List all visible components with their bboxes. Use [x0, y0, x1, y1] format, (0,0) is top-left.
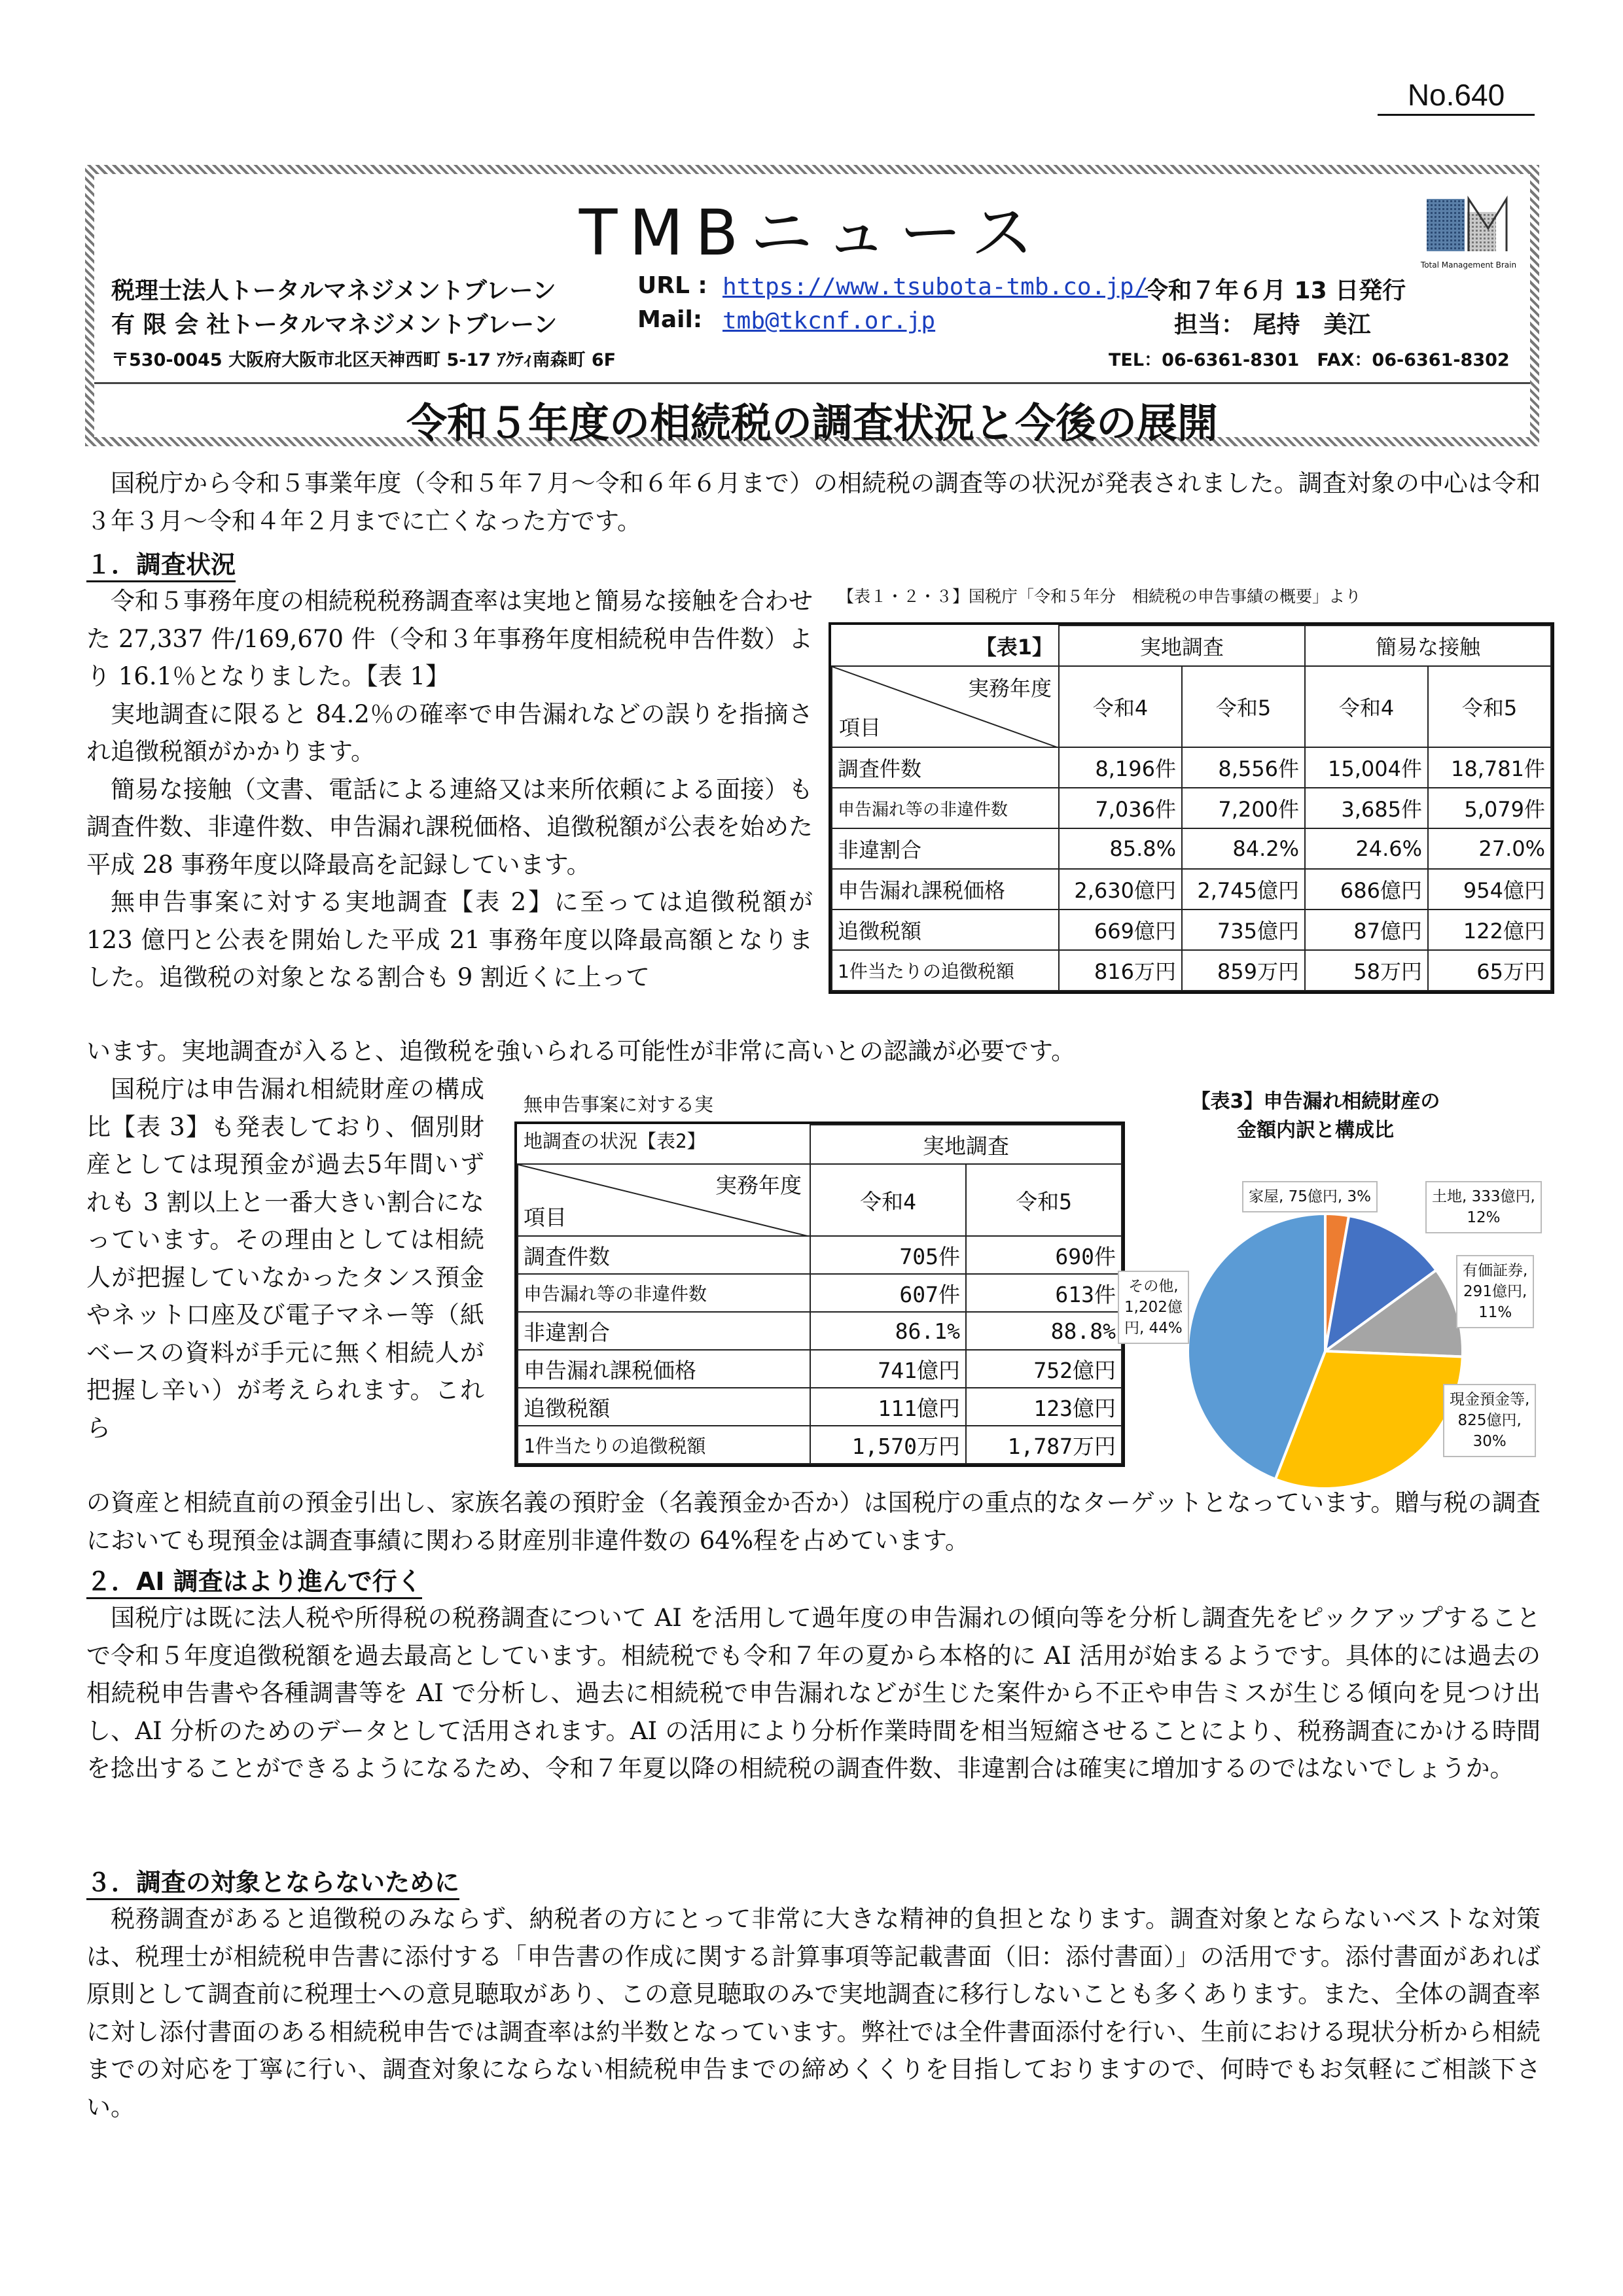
- pie-label-cash-line2: 825億円,: [1457, 1412, 1522, 1429]
- cell: 84.2%: [1182, 828, 1305, 869]
- row-label: 1件当たりの追徴税額: [832, 950, 1059, 991]
- cell: 7,036件: [1059, 788, 1182, 828]
- cell: 8,196件: [1059, 747, 1182, 788]
- section1-paragraph1: 令和５事務年度の相続税税務調査率は実地と簡易な接触を合わせた 27,337 件/169,670 件（令和３年事務年度相続税申告件数）より 16.1％となりました。【表 1】: [86, 587, 813, 690]
- cell: 705件: [810, 1236, 966, 1274]
- row-label: 申告漏れ課税価格: [518, 1350, 810, 1388]
- cell: 123億円: [966, 1388, 1122, 1426]
- pie-label-cash-line1: 現金預金等,: [1450, 1391, 1530, 1408]
- issue-date: 令和７年６月 13 日発行: [1145, 277, 1406, 304]
- cell: 15,004件: [1305, 747, 1428, 788]
- newsletter-header: [85, 165, 1539, 446]
- pie-label-other-line1: その他,: [1128, 1278, 1179, 1295]
- section3-heading: ３．調査の対象とならないために: [86, 1862, 459, 1900]
- logo-text: Total Management Brain: [1420, 260, 1517, 270]
- masthead: TMBニュース: [579, 196, 1046, 270]
- table1-year: 令和4: [1059, 666, 1182, 747]
- cell: 2,745億円: [1182, 869, 1305, 910]
- section1-paragraph5a: 国税庁は申告漏れ相続財産の構成比【表 3】も発表しており、個別財産としては現預金が過去5年間いずれも 3 割以上と一番大きい割合になっています。その理由としては相続人が把握していなかったタンス預金やネット口座及び電子マネー等（紙ベースの資料が手元に無く相続人が把握し辛い）が考えられます。これら: [86, 1075, 484, 1442]
- cell: 752億円: [966, 1350, 1122, 1388]
- cell: 86.1%: [810, 1312, 966, 1350]
- table-row: [518, 1350, 1122, 1388]
- cell: 8,556件: [1182, 747, 1305, 788]
- url-label: URL :: [637, 272, 707, 299]
- table2-corner-top: 実務年度: [715, 1173, 802, 1198]
- pie-label-other-line3: 円, 44%: [1124, 1320, 1183, 1337]
- table1-group1: 実地調査: [1059, 626, 1305, 666]
- table2: [517, 1124, 1122, 1464]
- pie-chart-title: [1152, 1087, 1479, 1145]
- row-label: 申告漏れ等の非違件数: [832, 788, 1059, 828]
- row-label: 非違割合: [518, 1312, 810, 1350]
- pie-label-securities: [1456, 1255, 1534, 1328]
- company-logo: [1420, 192, 1517, 277]
- row-label: 調査件数: [832, 747, 1059, 788]
- cell: 3,685件: [1305, 788, 1428, 828]
- table-row: [832, 747, 1551, 788]
- section1-heading: １．調査状況: [86, 544, 236, 582]
- cell: 859万円: [1182, 950, 1305, 991]
- cell: 18,781件: [1428, 747, 1551, 788]
- cell: 5,079件: [1428, 788, 1551, 828]
- table2-corner-bottom: 項目: [524, 1205, 567, 1230]
- section3-paragraph: 税務調査があると追徴税のみならず、納税者の方にとって非常に大きな精神的負担となります。調査対象とならないベストな対策は、税理士が相続税申告書に添付する「申告書の作成に関する計算事項等記載書面（旧：添付書面）」の活用です。添付書面があれば原則として調査前に税理士への意見聴取があり、この意見聴取のみで実地調査に移行しないことも多くあります。また、全体の調査率に対し添付書面のある相続税申告では調査率は約半数となっています。弊社では全件書面添付を行い、生前における現状分析から相続までの対応を丁寧に行い、調査対象にならない相続税申告までの締めくくりを目指しておりますので、何時でもお気軽にご相談下さい。: [86, 1905, 1541, 2121]
- table-row: [832, 869, 1551, 910]
- cell: 741億円: [810, 1350, 966, 1388]
- section1-column: [86, 582, 813, 997]
- section2-heading: ２．AI 調査はより進んで行く: [86, 1561, 422, 1599]
- pie-label-land-line2: 12%: [1467, 1209, 1501, 1226]
- cell: 690件: [966, 1236, 1122, 1274]
- table-row: [518, 1388, 1122, 1426]
- table1-corner-top: 実務年度: [967, 676, 1052, 701]
- table2-caption-line2: 地調査の状況【表2】: [524, 1130, 706, 1152]
- cell: 87億円: [1305, 910, 1428, 950]
- row-label: 追徴税額: [518, 1388, 810, 1426]
- website-link[interactable]: https://www.tsubota-tmb.co.jp/: [722, 274, 1149, 300]
- table-row: [518, 1274, 1122, 1312]
- cell: 58万円: [1305, 950, 1428, 991]
- cell: 88.8%: [966, 1312, 1122, 1350]
- cell: 686億円: [1305, 869, 1428, 910]
- table2-corner: [518, 1164, 810, 1236]
- intro-paragraph: 国税庁から令和５事業年度（令和５年７月～令和６年６月まで）の相続税の調査等の状況が発表されました。調査対象の中心は令和３年３月～令和４年２月までに亡くなった方です。: [86, 469, 1541, 535]
- row-label: 申告漏れ課税価格: [832, 869, 1059, 910]
- issue-number: No.640: [1378, 77, 1535, 116]
- cell: 65万円: [1428, 950, 1551, 991]
- article-title: 令和５年度の相続税の調査状況と今後の展開: [406, 399, 1218, 447]
- mail-label: Mail:: [637, 306, 703, 333]
- table-row: [832, 950, 1551, 991]
- table1-corner: [832, 666, 1059, 747]
- pie-title-line1: 【表3】申告漏れ相続財産の: [1190, 1090, 1440, 1113]
- cell: 111億円: [810, 1388, 966, 1426]
- row-label: 調査件数: [518, 1236, 810, 1274]
- cell: 607件: [810, 1274, 966, 1312]
- cell: 7,200件: [1182, 788, 1305, 828]
- title-row: [94, 382, 1530, 448]
- address: 〒530-0045 大阪府大阪市北区天神西町 5-17 ｱｸﾃｨ南森町 6F: [111, 350, 616, 370]
- section1-paragraph5b: の資産と相続直前の預金引出し、家族名義の預貯金（名義預金か否か）は国税庁の重点的なターゲットとなっています。贈与税の調査においても現預金は調査事績に関わる財産別非違件数の 64%程を占めています。: [86, 1489, 1541, 1555]
- table-row: [832, 828, 1551, 869]
- pie-label-land-line1: 土地, 333億円,: [1432, 1188, 1535, 1205]
- firm-name-1: 税理士法人トータルマネジメントブレーン: [111, 277, 556, 304]
- table1-caption: 【表１・２・３】国税庁「令和５年分 相続税の申告事績の概要」より: [838, 587, 1362, 606]
- mail-link[interactable]: tmb@tkcnf.or.jp: [722, 308, 936, 334]
- table-row: [518, 1312, 1122, 1350]
- table1-year: 令和4: [1305, 666, 1428, 747]
- cell: 2,630億円: [1059, 869, 1182, 910]
- pie-label-other-line2: 1,202億: [1124, 1299, 1183, 1316]
- cell: 1,570万円: [810, 1426, 966, 1464]
- section2-paragraph: 国税庁は既に法人税や所得税の税務調査について AI を活用して過年度の申告漏れの傾向等を分析し調査先をピックアップすることで令和５年度追徴税額を過去最高としています。相続税でも令和７年の夏から本格的に AI 活用が始まるようです。具体的には過去の相続税申告書や各種調書等を AI で分析し、過去に相続税で申告漏れなどが生じた案件から不正や申告ミスが生じる傾向を見つけ出し、AI 分析のためのデータとして活用されます。AI の活用により分析作業時間を相当短縮させることにより、税務調査にかける時間を捻出することができるようになるため、令和７年夏以降の相続税の調査件数、非違割合は確実に増加するのではないでしょうか。: [86, 1604, 1541, 1782]
- table1-label: 【表1】: [832, 626, 1059, 666]
- table2-caption-line1: 無申告事案に対する実: [524, 1093, 714, 1116]
- tel-fax: TEL：06-6361-8301 FAX：06-6361-8302: [1109, 350, 1510, 370]
- section1-paragraph2: 実地調査に限ると 84.2％の確率で申告漏れなどの誤りを指摘され追徴税額がかかります。: [86, 699, 813, 766]
- table1: [831, 625, 1552, 991]
- cell: 735億円: [1182, 910, 1305, 950]
- table1-year: 令和5: [1182, 666, 1305, 747]
- table-row: [518, 1236, 1122, 1274]
- cell: 122億円: [1428, 910, 1551, 950]
- cell: 669億円: [1059, 910, 1182, 950]
- row-label: 追徴税額: [832, 910, 1059, 950]
- cell: 816万円: [1059, 950, 1182, 991]
- section1-paragraph4b: います。実地調査が入ると、追徴税を強いられる可能性が非常に高いとの認識が必要です。: [86, 1037, 1076, 1065]
- table1-group2: 簡易な接触: [1305, 626, 1551, 666]
- pie-label-securities-line1: 有価証券,: [1463, 1262, 1528, 1279]
- cell: 24.6%: [1305, 828, 1428, 869]
- table-row: [518, 1426, 1122, 1464]
- section1-paragraph4a: 無申告事案に対する実地調査【表 2】に至っては追徴税額が 123 億円と公表を開始した平成 21 事務年度以降最高額となりました。追徴税の対象となる割合も 9 割近くに上って: [86, 888, 813, 991]
- section1-paragraph3: 簡易な接触（文書、電話による連絡又は来所依頼による面接）も調査件数、非違件数、申告漏れ課税価格、追徴税額が公表を始めた平成 28 事務年度以降最高を記録しています。: [86, 775, 813, 879]
- pie-label-securities-line2: 291億円,: [1463, 1283, 1527, 1300]
- table1-corner-bottom: 項目: [839, 715, 882, 740]
- pie-label-securities-line3: 11%: [1478, 1304, 1512, 1321]
- table1-year: 令和5: [1428, 666, 1551, 747]
- cell: 27.0%: [1428, 828, 1551, 869]
- cell: 613件: [966, 1274, 1122, 1312]
- pie-label-cash: [1443, 1384, 1536, 1457]
- table-row: [832, 788, 1551, 828]
- pie-label-house: 家屋, 75億円, 3%: [1242, 1181, 1378, 1212]
- contact-person: 担当： 尾持 美江: [1174, 311, 1371, 338]
- table2-year: 令和5: [966, 1164, 1122, 1236]
- firm-name-2: 有 限 会 社トータルマネジメントブレーン: [111, 311, 558, 338]
- pie-title-line2: 金額内訳と構成比: [1237, 1119, 1394, 1142]
- table2-group: 実地調査: [810, 1125, 1122, 1164]
- row-label: 1件当たりの追徴税額: [518, 1426, 810, 1464]
- row-label: 非違割合: [832, 828, 1059, 869]
- cell: 85.8%: [1059, 828, 1182, 869]
- cell: 1,787万円: [966, 1426, 1122, 1464]
- pie-label-land: [1425, 1181, 1542, 1233]
- table2-year: 令和4: [810, 1164, 966, 1236]
- pie-label-cash-line3: 30%: [1472, 1433, 1507, 1450]
- cell: 954億円: [1428, 869, 1551, 910]
- row-label: 申告漏れ等の非違件数: [518, 1274, 810, 1312]
- table-row: [832, 910, 1551, 950]
- pie-label-other: [1118, 1271, 1189, 1344]
